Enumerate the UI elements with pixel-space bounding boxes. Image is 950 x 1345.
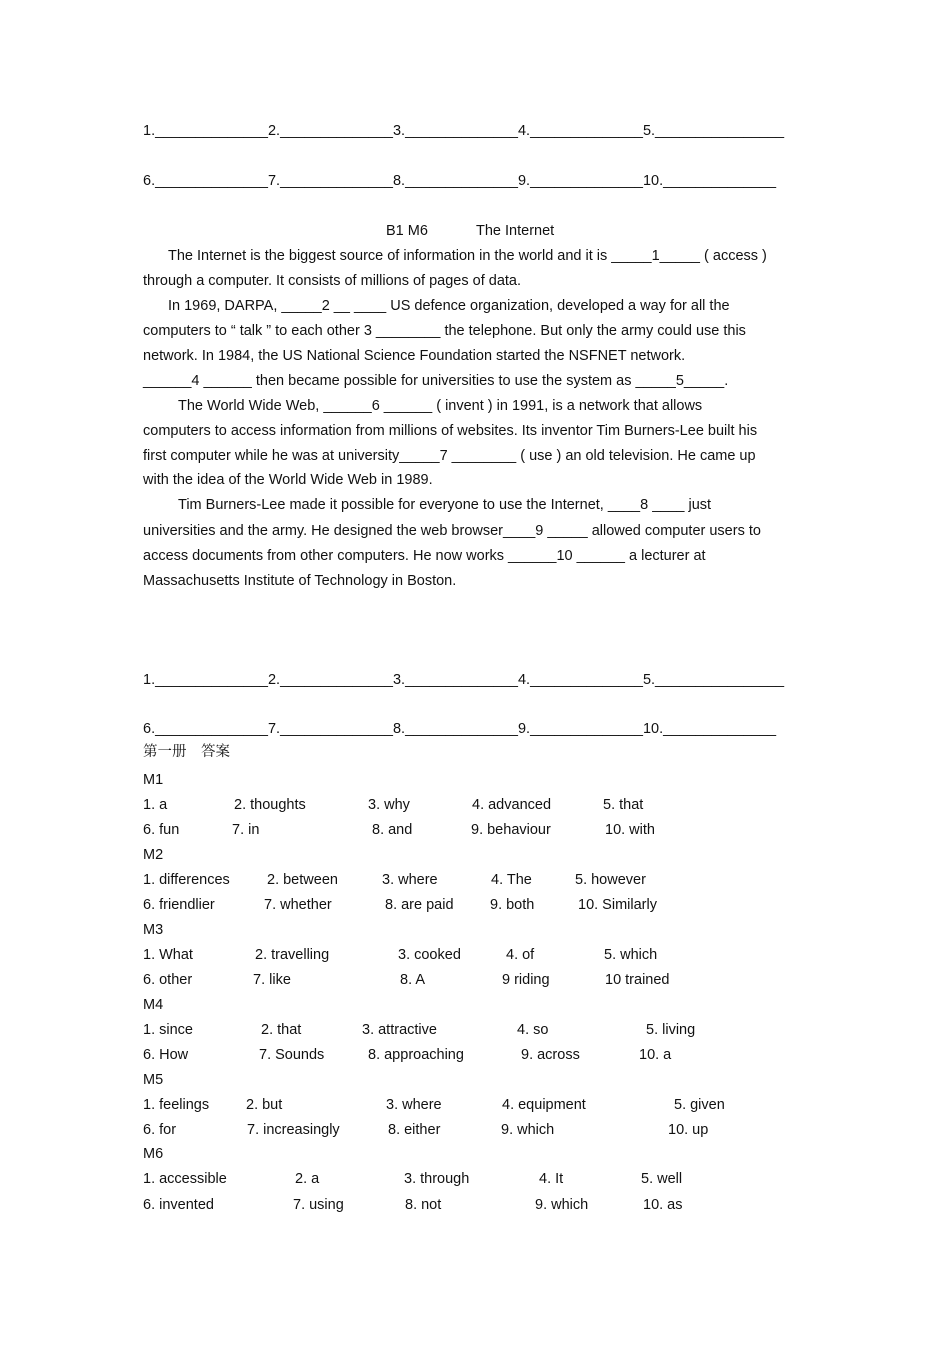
answer-item: 9. across [521,1047,580,1063]
answer-item: 6. How [143,1047,189,1063]
answer-item: 10. Similarly [578,897,657,913]
passage-line: In 1969, DARPA, _____2 __ ____ US defence organization, developed a way for all the [168,298,730,314]
answer-item: 10. up [668,1122,709,1138]
answer-blanks-row-2: 6.______________7.______________8.______________9.______________10.______________ [143,173,777,189]
answer-item: 8. A [400,972,425,988]
answer-item: 5. living [646,1022,696,1038]
module-label: M1 [143,772,164,788]
passage-line: Massachusetts Institute of Technology in Boston. [143,573,457,589]
passage-line: universities and the army. He designed the web browser____9 _____ allowed computer users to [143,523,761,539]
answer-key-heading: 第一册 答案 [143,744,230,760]
passage-line: first computer while he was at university_____7 ________ ( use ) an old television. He came up [143,448,756,464]
answer-item: 4. so [517,1022,549,1038]
passage-line: The Internet is the biggest source of information in the world and it is _____1_____ ( access ) [168,248,767,264]
answer-item: 7. using [293,1197,344,1213]
answer-item: 5. that [603,797,644,813]
answer-item: 5. however [575,872,646,888]
answer-item: 1. since [143,1022,193,1038]
answer-item: 2. but [246,1097,283,1113]
passage-line: access documents from other computers. He now works ______10 ______ a lecturer at [143,548,706,564]
answer-item: 10. as [643,1197,683,1213]
passage-line: ______4 ______ then became possible for universities to use the system as _____5_____. [143,373,729,389]
answer-item: 1. What [143,947,193,963]
answer-row [143,871,843,889]
answer-item: 9. behaviour [471,822,551,838]
answer-item: 10. a [639,1047,672,1063]
passage-line: The World Wide Web, ______6 ______ ( invent ) in 1991, is a network that allows [178,398,703,414]
answer-item: 1. differences [143,872,230,888]
answer-item: 3. where [386,1097,442,1113]
answer-item: 8. and [372,822,413,838]
answer-item: 9. which [501,1122,555,1138]
answer-item: 6. friendlier [143,897,215,913]
answer-item: 8. either [388,1122,441,1138]
answer-item: 3. why [368,797,410,813]
answer-row [143,796,843,814]
passage-line: with the idea of the World Wide Web in 1989. [143,472,433,488]
answer-item: 1. accessible [143,1171,227,1187]
answer-item: 5. well [641,1171,683,1187]
answer-row [143,1021,843,1039]
answer-item: 4. equipment [502,1097,586,1113]
answer-item: 4. of [506,947,535,963]
answer-item: 4. It [539,1171,564,1187]
passage-line: network. In 1984, the US National Science Foundation started the NSFNET network. [143,348,686,364]
answer-blanks-row-2: 6.______________7.______________8.______________9.______________10.______________ [143,721,777,737]
answer-item: 7. increasingly [247,1122,340,1138]
answer-row [143,1196,843,1214]
passage-line: computers to access information from millions of websites. Its inventor Tim Burners-Lee built his [143,423,758,439]
answer-item: 2. that [261,1022,302,1038]
answer-item: 10 trained [605,972,670,988]
answer-item: 2. a [295,1171,320,1187]
answer-item: 3. cooked [398,947,461,963]
module-label: M3 [143,922,164,938]
answer-item: 9. both [490,897,535,913]
module-label: M5 [143,1072,164,1088]
answer-item: 4. The [491,872,532,888]
page-title: The Internet [476,223,555,239]
answer-item: 8. are paid [385,897,454,913]
answer-item: 1. feelings [143,1097,210,1113]
answer-blanks-row-1: 1.______________2.______________3.______________4.______________5.________________ [143,672,785,688]
answer-item: 6. fun [143,822,180,838]
answer-item: 6. other [143,972,193,988]
answer-row [143,1046,843,1064]
answer-row [143,896,843,914]
section-code: B1 M6 [386,223,428,239]
answer-item: 5. given [674,1097,725,1113]
answer-item: 3. through [404,1171,470,1187]
answer-item: 4. advanced [472,797,552,813]
answer-row [143,1121,843,1139]
answer-item: 8. not [405,1197,442,1213]
answer-item: 7. in [232,822,260,838]
answer-item: 7. Sounds [259,1047,325,1063]
passage-line: through a computer. It consists of millions of pages of data. [143,273,522,289]
module-label: M2 [143,847,164,863]
answer-item: 2. thoughts [234,797,306,813]
passage-line: Tim Burners-Lee made it possible for everyone to use the Internet, ____8 ____ just [178,497,712,513]
answer-item: 1. a [143,797,168,813]
answer-row [143,1096,843,1114]
answer-item: 7. like [253,972,291,988]
answer-item: 2. between [267,872,338,888]
answer-item: 3. where [382,872,438,888]
module-label: M4 [143,997,164,1013]
answer-item: 6. invented [143,1197,214,1213]
answer-blanks-row-1: 1.______________2.______________3.______________4.______________5.________________ [143,123,785,139]
answer-item: 5. which [604,947,658,963]
answer-item: 7. whether [264,897,332,913]
answer-item: 8. approaching [368,1047,464,1063]
answer-row [143,971,843,989]
answer-row [143,1170,843,1188]
answer-row [143,821,843,839]
answer-item: 3. attractive [362,1022,437,1038]
answer-item: 6. for [143,1122,177,1138]
passage-line: computers to “ talk ” to each other 3 ________ the telephone. But only the army could use this [143,323,746,339]
module-label: M6 [143,1146,164,1162]
answer-item: 2. travelling [255,947,330,963]
answer-item: 9. which [535,1197,589,1213]
answer-item: 10. with [605,822,655,838]
answer-item: 9 riding [502,972,550,988]
answer-row [143,946,843,964]
